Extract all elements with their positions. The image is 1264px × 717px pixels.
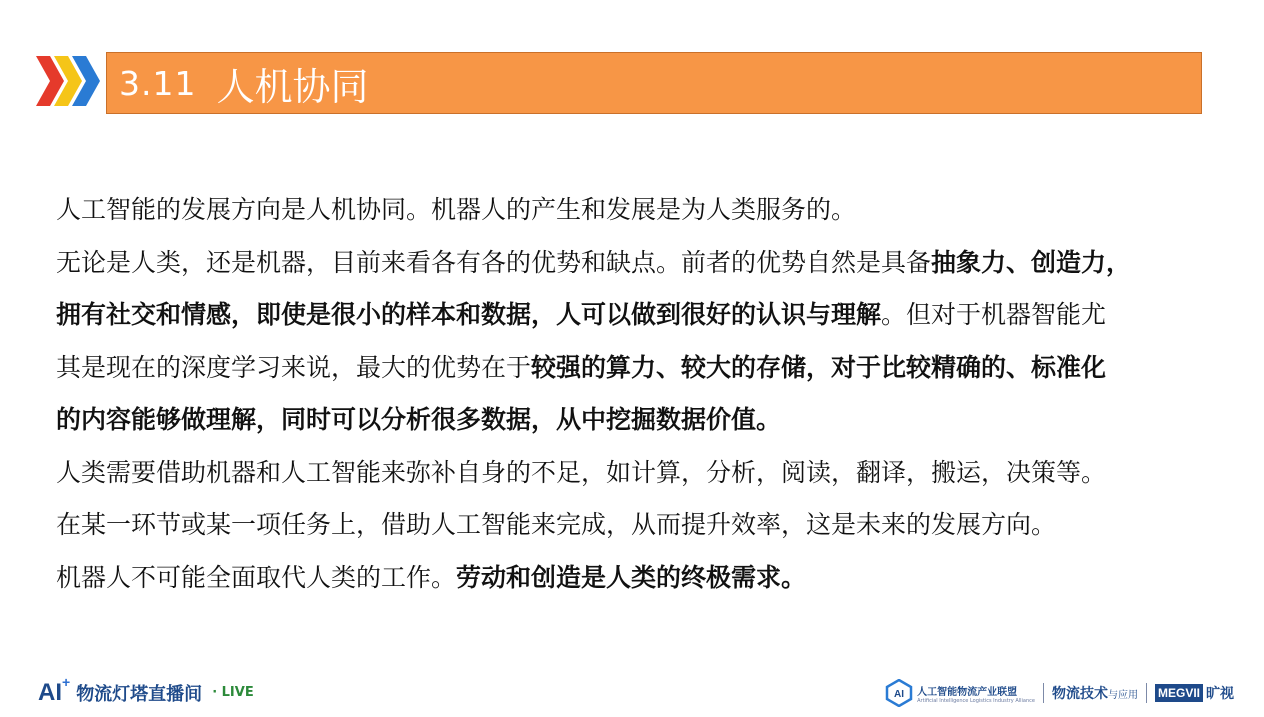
emphasis-text: 的内容能够做理解，同时可以分析很多数据，从中挖掘数据价值。 <box>56 405 782 434</box>
megvii-logo-cn: 旷视 <box>1206 686 1234 702</box>
svg-text:AI: AI <box>894 689 905 700</box>
divider <box>1043 683 1044 703</box>
footer-partner-logos <box>885 676 1234 710</box>
paragraph-4: 在某一环节或某一项任务上，借助人工智能来完成，从而提升效率，这是未来的发展方向。 <box>56 510 1057 539</box>
divider <box>1146 683 1147 703</box>
magazine-logo-sub: 与应用 <box>1107 689 1138 701</box>
section-title: 人机协同 <box>216 64 369 109</box>
paragraph-2-line-2: 拥有社交和情感，即使是很小的样本和数据，人可以做到很好的认识与理解。但对于机器智能尤 <box>56 300 1107 329</box>
paragraph-2-line-1: 无论是人类，还是机器，目前来看各有各的优势和缺点。前者的优势自然是具备抽象力、创造力， <box>56 247 1132 277</box>
section-number: 3.11 <box>119 63 197 103</box>
emphasis-text: 较强的算力、较大的存储，对于比较精确的、标准化 <box>531 352 1107 382</box>
triple-chevron-icon <box>34 54 106 108</box>
emphasis-text: 拥有社交和情感，即使是很小的样本和数据，人可以做到很好的认识与理解 <box>56 300 882 329</box>
live-label: · LIVE <box>212 685 254 700</box>
megvii-logo: MEGVII <box>1155 684 1203 702</box>
paragraph-2-line-3: 其是现在的深度学习来说，最大的优势在于较强的算力、较大的存储，对于比较精确的、标准化 <box>56 352 1107 382</box>
alliance-name: 人工智能物流产业联盟 Artificial Intelligence Logistics Industry Alliance <box>917 686 1035 704</box>
paragraph-3: 人类需要借助机器和人工智能来弥补自身的不足，如计算，分析，阅读，翻译，搬运，决策等。 <box>56 457 1107 487</box>
show-name: 物流灯塔直播间 <box>76 683 203 705</box>
paragraph-5: 机器人不可能全面取代人类的工作。劳动和创造是人类的终极需求。 <box>56 562 807 592</box>
paragraph-2-line-4 <box>56 394 1251 447</box>
footer-show-logo <box>38 674 254 707</box>
emphasis-text: 劳动和创造是人类的终极需求。 <box>456 562 807 592</box>
magazine-logo: 物流技术 <box>1051 686 1108 702</box>
paragraph-1: 人工智能的发展方向是人机协同。机器人的产生和发展是为人类服务的。 <box>56 195 857 224</box>
ai-logo: AI+ <box>38 674 71 706</box>
body-text <box>56 184 1251 604</box>
section-title-bar <box>106 52 1202 114</box>
emphasis-text: 抽象力、创造力， <box>931 247 1132 277</box>
alliance-logo-icon <box>885 679 913 707</box>
